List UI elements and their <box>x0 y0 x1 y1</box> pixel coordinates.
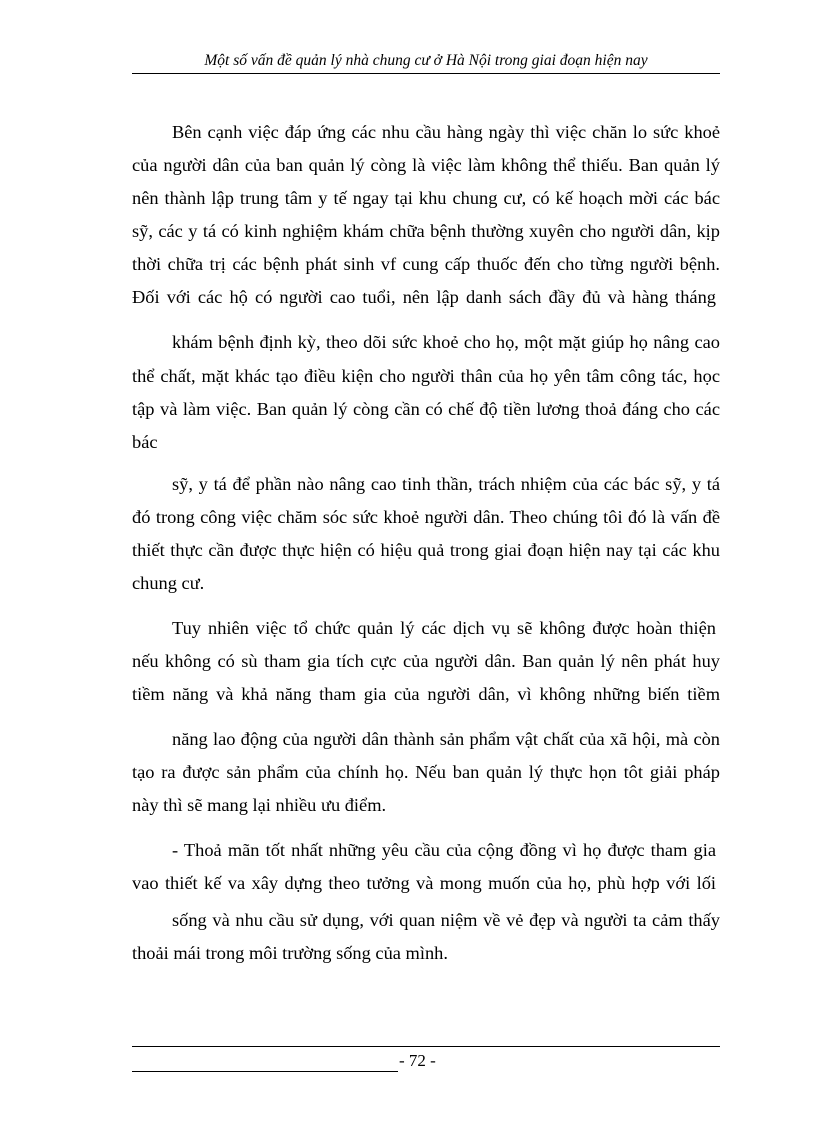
paragraph-line: này thì sẽ mang lại nhiều ưu điểm. <box>132 795 387 815</box>
page-number: - 72 - <box>399 1051 436 1070</box>
paragraph-line: bác <box>132 432 158 452</box>
footer-divider <box>132 1046 720 1047</box>
paragraph-line: Đối với các hộ có người cao tuổi, nên lập danh sách đầy đủ và hàng tháng <box>132 287 716 307</box>
paragraph-line: thoải mái trong môi trường sống của mình. <box>132 943 448 963</box>
paragraph-line: Bên cạnh việc đáp ứng các nhu cầu hàng ngày thì việc chăn lo sức khoẻ <box>172 122 720 142</box>
paragraph-line: tạo ra được sản phẩm của chính họ. Nếu ban quản lý thực họn tôt giải pháp <box>132 762 720 782</box>
paragraph-line: tiềm năng và khả năng tham gia của người dân, vì không những biến tiềm <box>132 684 720 704</box>
paragraph-line: sống và nhu cầu sử dụng, với quan niệm về vẻ đẹp và người ta cảm thấy <box>172 910 720 930</box>
paragraph-line: thời chữa trị các bệnh phát sinh vf cung cấp thuốc đến cho từng người bệnh. <box>132 254 720 274</box>
paragraph-line: thiết thực cần được thực hiện có hiệu quả trong giai đoạn hiện nay tại các khu <box>132 540 720 560</box>
paragraph-line: sỹ, các y tá có kinh nghiệm khám chữa bệnh thường xuyên cho người dân, kịp <box>132 221 720 241</box>
footer-short-divider <box>132 1071 398 1072</box>
paragraph-line: khám bệnh định kỳ, theo dõi sức khoẻ cho họ, một mặt giúp họ nâng cao <box>172 332 720 352</box>
paragraph-line: chung cư. <box>132 573 205 593</box>
paragraph-line: sỹ, y tá để phần nào nâng cao tinh thần, trách nhiệm của các bác sỹ, y tá <box>172 474 720 494</box>
paragraph-line: nếu không có sù tham gia tích cực của người dân. Ban quản lý nên phát huy <box>132 651 720 671</box>
paragraph-line: năng lao động của người dân thành sản phẩm vật chất của xã hội, mà còn <box>172 729 720 749</box>
paragraph-line: vao thiết kế va xây dựng theo tưởng và mong muốn của họ, phù hợp với lối <box>132 873 716 893</box>
running-header: Một số vấn đề quản lý nhà chung cư ở Hà Nội trong giai đoạn hiện nay <box>132 50 720 74</box>
paragraph-line: tập và làm việc. Ban quản lý còng cần có chế độ tiền lương thoả đáng cho các <box>132 399 720 419</box>
paragraph-line: nên thành lập trung tâm y tế ngay tại khu chung cư, có kế hoạch mời các bác <box>132 188 720 208</box>
paragraph-line: đó trong công việc chăm sóc sức khoẻ người dân. Theo chúng tôi đó là vấn đề <box>132 507 720 527</box>
paragraph-line: Tuy nhiên việc tổ chức quản lý các dịch vụ sẽ không được hoàn thiện <box>172 618 716 638</box>
paragraph-line: - Thoả mãn tốt nhất những yêu cầu của cộng đồng vì họ được tham gia <box>172 840 716 860</box>
paragraph-line: của người dân của ban quản lý còng là việc làm không thể thiếu. Ban quản lý <box>132 155 720 175</box>
paragraph-line: thể chất, mặt khác tạo điều kiện cho người thân của họ yên tâm công tác, học <box>132 366 720 386</box>
